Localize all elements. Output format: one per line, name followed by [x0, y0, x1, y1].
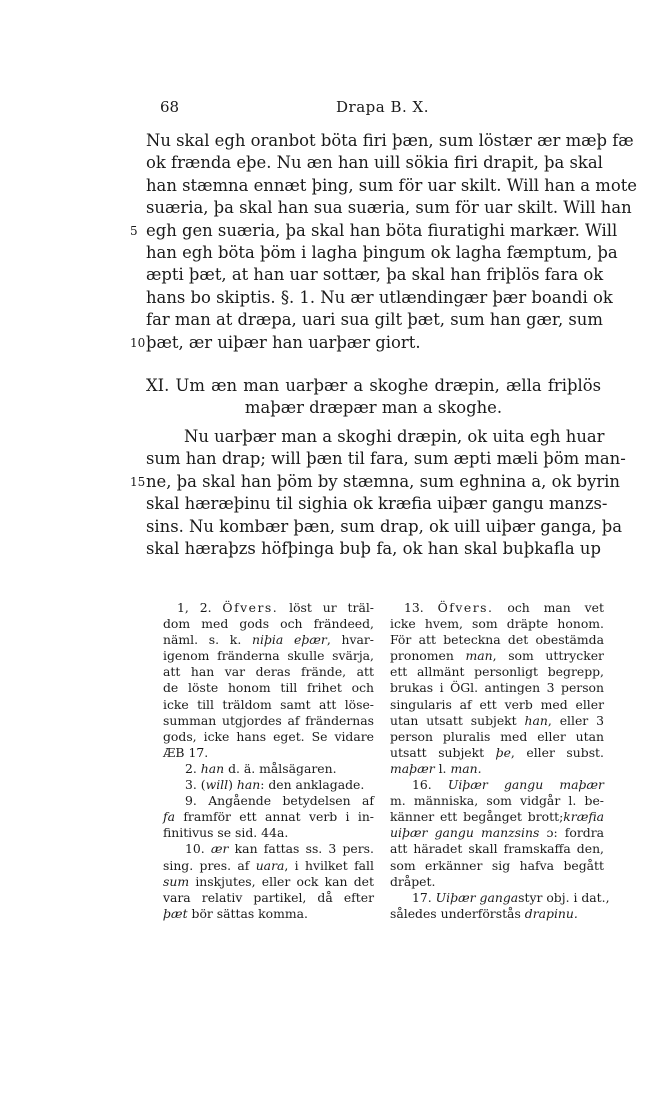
- footnote-line: 9. Angående betydelsen af: [185, 793, 374, 809]
- footnote-line: singularis af ett verb med eller: [390, 696, 604, 712]
- footnote-line: sing. pres. af uara, i hvilket fall: [163, 857, 374, 873]
- footnote-line: summan utgjordes af frändernas: [163, 712, 374, 728]
- text-line-15: [130, 471, 620, 493]
- footnote-line: maþær l. man.: [390, 760, 482, 776]
- footnotes-right-column: [390, 600, 610, 922]
- text-line: æpti þæt, at han uar sottær, þa skal han friþlös fara ok: [146, 265, 604, 285]
- footnotes-left-column: [163, 600, 374, 922]
- text-line: han egh böta þöm i lagha þingum ok lagha fæmptum, þa: [146, 242, 618, 262]
- footnote-line: vara relativ partikel, då efter: [163, 889, 374, 905]
- text-line: ok frænda eþe. Nu æn han uill sökia firi drapit, þa skal: [146, 153, 603, 173]
- footnote-line: 1, 2. Öfvers. löst ur träl-: [177, 600, 374, 615]
- footnote-line: 2. han d. ä. målsägaren.: [185, 760, 337, 776]
- footnote-line: ett allmänt personligt begrepp,: [390, 664, 604, 680]
- line-number: 5: [130, 223, 138, 238]
- text-line-content: egh gen suæria, þa skal han böta fiuratighi markær. Will: [146, 220, 618, 240]
- footnote-line: utsatt subjekt þe, eller subst.: [390, 744, 604, 760]
- footnote-line: icke till träldom samt att löse-: [163, 696, 374, 712]
- footnote-line: dom med gods och frändeed,: [163, 616, 374, 632]
- footnote-line: som erkänner sig hafva begått: [390, 857, 604, 873]
- footnote-line: För att beteckna det obestämda: [390, 632, 604, 648]
- text-line-content: þæt, ær uiþær han uarþær giort.: [146, 332, 421, 352]
- footnote-line: näml. s. k. niþia eþær, hvar-: [163, 632, 374, 648]
- footnote-line: att han var deras frände, att: [163, 664, 374, 680]
- footnote-line: fa framför ett annat verb i in-: [163, 809, 374, 825]
- footnote-line: således underförstås drapinu.: [390, 905, 578, 921]
- main-paragraph: [130, 130, 637, 354]
- text-line-10: [130, 332, 601, 354]
- text-line: far man at dræpa, uari sua gilt þæt, sum han gær, sum: [146, 310, 603, 330]
- text-line-5: [130, 220, 618, 242]
- text-line: skal hæræþinu til sighia ok kræfia uiþær gangu manzs-: [146, 494, 608, 514]
- footnote-line: person pluralis med eller utan: [390, 728, 604, 744]
- line-number: 15: [130, 474, 146, 489]
- footnote-line: icke hvem, som dräpte honom.: [390, 616, 604, 632]
- footnote-line: de löste honom till frihet och: [163, 680, 374, 696]
- footnote-line: finitivus se sid. 44a.: [163, 825, 289, 841]
- footnote-line: þæt bör sättas komma.: [163, 905, 308, 921]
- text-line: sins. Nu kombær þæn, sum drap, ok uill uiþær ganga, þa: [146, 516, 623, 536]
- footnote-line: att häradet skall framskaffa den,: [390, 841, 604, 857]
- footnote-line: känner ett begånget brott;kræfia: [390, 809, 604, 825]
- heading-line: XI. Um æn man uarþær a skoghe dræpin, ælla friþlös: [146, 376, 601, 395]
- footnote-line: m. människa, som vidgår l. be-: [390, 793, 604, 809]
- text-line: Nu skal egh oranbot böta firi þæn, sum löstær ær mæþ fæ: [146, 131, 634, 150]
- footnote-line: 3. (will) han: den anklagade.: [185, 777, 365, 793]
- line-number: 10: [130, 335, 146, 350]
- section-heading: [146, 375, 601, 420]
- footnote-line: ÆB 17.: [163, 744, 209, 760]
- footnote-line: dråpet.: [390, 873, 436, 889]
- text-line: skal hæraþzs höfþinga buþ fa, ok han skal buþkafla up: [146, 538, 601, 558]
- footnote-line: uiþær gangu manzsins ɔ: fordra: [390, 825, 604, 841]
- footnote-line: pronomen man, som uttrycker: [390, 648, 604, 664]
- text-line: Nu uarþær man a skoghi dræpin, ok uita egh huar: [184, 427, 605, 446]
- text-line: han stæmna ennæt þing, sum för uar skilt. Will han a mote: [146, 175, 637, 195]
- page-header: [0, 98, 656, 122]
- heading-line: maþær dræpær man a skoghe.: [244, 398, 503, 418]
- running-title: Drapa B. X.: [336, 98, 429, 116]
- footnote-line: brukas i ÖGl. antingen 3 person: [390, 680, 604, 696]
- footnote-line: utan utsatt subjekt han, eller 3: [390, 712, 604, 728]
- footnote-line: sum inskjutes, eller ock kan det: [163, 873, 374, 889]
- footnote-line: 16. Uiþær gangu maþær: [412, 777, 604, 793]
- page-number: 68: [160, 98, 180, 116]
- text-line-content: ne, þa skal han þöm by stæmna, sum eghnina a, ok byrin: [146, 471, 620, 491]
- text-line: suæria, þa skal han sua suæria, sum för uar skilt. Will han: [146, 198, 632, 218]
- footnote-line: 13. Öfvers. och man vet: [404, 600, 604, 615]
- section-paragraph: [130, 426, 626, 560]
- footnote-line: igenom fränderna skulle svärja,: [163, 648, 374, 664]
- footnote-line: gods, icke hans eget. Se vidare: [163, 728, 374, 744]
- footnote-line: 10. ær kan fattas ss. 3 pers.: [185, 841, 374, 857]
- text-line: sum han drap; will þæn til fara, sum æpti mæli þöm man-: [146, 449, 626, 469]
- text-line: hans bo skiptis. §. 1. Nu ær utlændingær þær boandi ok: [146, 287, 613, 307]
- footnote-line: 17. Uiþær gangastyr obj. i dat.,: [412, 889, 610, 905]
